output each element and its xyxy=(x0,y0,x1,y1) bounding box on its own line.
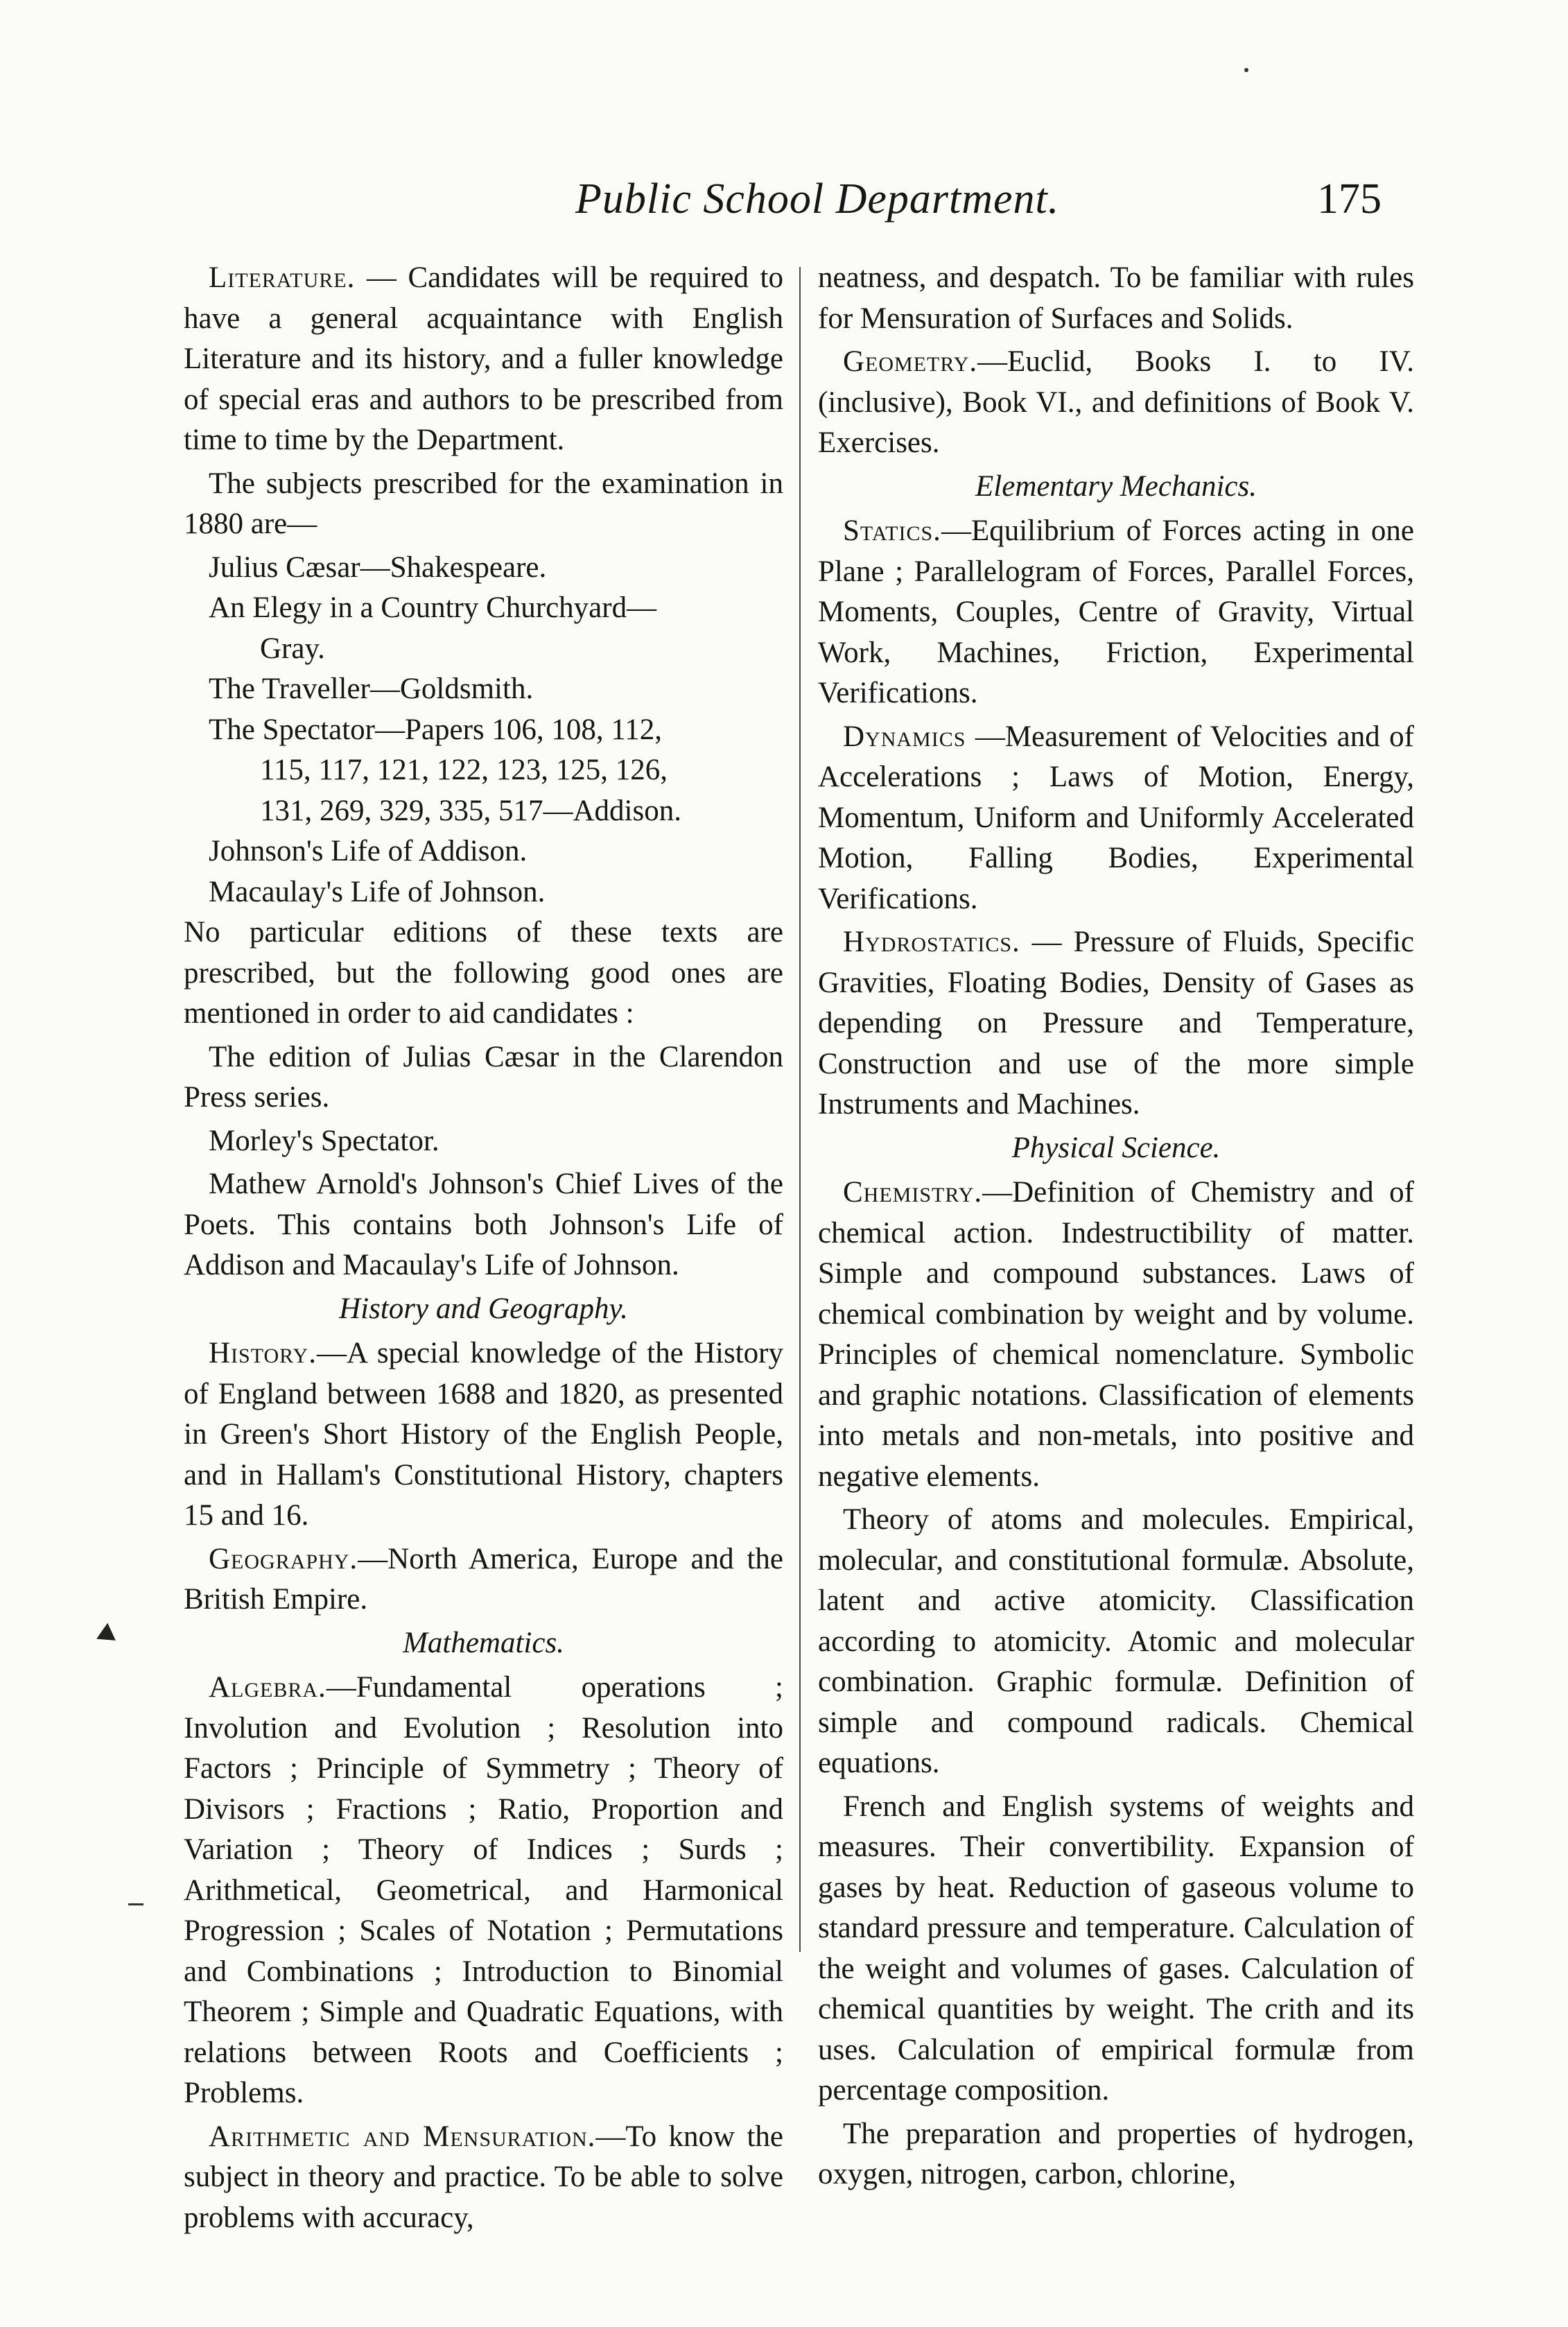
hydrostatics-heading: Hydrostatics. xyxy=(843,926,1020,958)
margin-arrow-mark xyxy=(96,1623,121,1649)
dynamics-paragraph xyxy=(818,717,1414,920)
list-item: The Traveller—Goldsmith. xyxy=(209,673,534,705)
preparation-paragraph: The preparation and properties of hydrogen, oxygen, nitrogen, carbon, chlorine, xyxy=(818,2117,1414,2190)
edition-item: Mathew Arnold's Johnson's Chief Lives of the Poets. This contains both Johnson's Life of Addison and Macaulay's Life of Johnson. xyxy=(184,1168,783,1281)
arithmetic-paragraph xyxy=(184,2117,783,2239)
geography-paragraph xyxy=(184,1539,783,1620)
right-column xyxy=(818,258,1414,2198)
section-heading-physical-science: Physical Science. xyxy=(1011,1131,1221,1164)
algebra-text: —Fundamental operations ; Involution and Evolution ; Resolution into Factors ; Principle of Symmetry ; Theory of Divisors ; Fractions ; Ratio, Proportion and Variation ; Theory of Indices ; Surds ; Arithmetical, Geometrical, and Harmonical Progression ; Scales of Notation ; Permutations and Combinations ; Introduction to Binomial Theorem ; Simple and Quadratic Equations, with relations between Roots and Coefficients ; Problems. xyxy=(184,1671,783,2109)
dynamics-text: —Measurement of Velocities and of Accelerations ; Laws of Motion, Energy, Momentum, Uniform and Uniformly Accelerated Motion, Falling Bodies, Experimental Verifications. xyxy=(818,720,1414,915)
hydrostatics-paragraph xyxy=(818,922,1414,1125)
statics-text: —Equilibrium of Forces acting in one Plane ; Parallelogram of Forces, Parallel Forces, Moments, Couples, Centre of Gravity, Virtual Work, Machines, Friction, Experimental Verifications. xyxy=(818,514,1414,709)
geography-text: —North America, Europe and the British Empire. xyxy=(184,1542,783,1616)
history-paragraph xyxy=(184,1333,783,1537)
geometry-heading: Geometry. xyxy=(843,345,978,378)
arithmetic-continuation: neatness, and despatch. To be familiar with rules for Mensuration of Surfaces and Solids. xyxy=(818,261,1414,335)
algebra-heading: Algebra. xyxy=(209,1671,326,1704)
running-title: Public School Department. xyxy=(575,175,1060,223)
section-heading-history-geography: History and Geography. xyxy=(339,1292,628,1325)
geometry-paragraph xyxy=(818,342,1414,464)
list-item: Macaulay's Life of Johnson. xyxy=(209,875,546,908)
atoms-paragraph: Theory of atoms and molecules. Empirical, molecular, and constitutional formulæ. Absolute, latent and active atomicity. Classification according to atomicity. Atomic and molecular combination. Graphic formulæ. Definition of simple and compound radicals. Chemical equations. xyxy=(818,1503,1414,1779)
hydrostatics-text: — Pressure of Fluids, Specific Gravities, Floating Bodies, Density of Gases as depending on Pressure and Temperature, Construction and use of the more simple Instruments and Machines. xyxy=(818,926,1414,1121)
subjects-intro: The subjects prescribed for the examination in 1880 are— xyxy=(184,467,783,540)
algebra-paragraph xyxy=(184,1668,783,2114)
section-heading-mathematics: Mathematics. xyxy=(403,1626,564,1659)
edition-item: The edition of Julias Cæsar in the Clarendon Press series. xyxy=(184,1040,783,1114)
chemistry-paragraph xyxy=(818,1173,1414,1497)
column-divider xyxy=(799,267,801,1952)
weights-paragraph: French and English systems of weights and measures. Their convertibility. Expansion of gases by heat. Reduction of gaseous volume to standard pressure and temperature. Calculation of the weight and volumes of gases. Calculation of chemical quantities by weight. The crith and its uses. Calculation of empirical formulæ from percentage composition. xyxy=(818,1790,1414,2107)
prescribed-texts-list xyxy=(184,548,783,913)
history-text: —A special knowledge of the History of England between 1688 and 1820, as presented in Green's Short History of the English People, and in Hallam's Constitutional History, chapters 15 and 16. xyxy=(184,1337,783,1532)
statics-heading: Statics. xyxy=(843,514,941,547)
literature-heading: Literature. xyxy=(209,261,356,294)
stray-dot-mark xyxy=(1244,68,1248,72)
chemistry-heading: Chemistry. xyxy=(843,1176,983,1209)
history-heading: History. xyxy=(209,1337,317,1369)
chemistry-text: —Definition of Chemistry and of chemical action. Indestructibility of matter. Simple and compound substances. Laws of chemical combination by weight and by volume. Principles of chemical nomenclature. Symbolic and graphic notations. Classification of elements into metals and non-metals, into positive and negative elements. xyxy=(818,1176,1414,1493)
edition-item: Morley's Spectator. xyxy=(209,1124,439,1157)
list-item: Julius Cæsar—Shakespeare. xyxy=(209,551,547,584)
list-item: An Elegy in a Country Churchyard— xyxy=(209,591,657,624)
literature-paragraph xyxy=(184,258,783,461)
margin-dash-mark xyxy=(128,1903,143,1905)
geography-heading: Geography. xyxy=(209,1542,358,1575)
list-item: 115, 117, 121, 122, 123, 125, 126, xyxy=(260,754,668,786)
list-item: The Spectator—Papers 106, 108, 112, xyxy=(209,713,663,746)
arithmetic-heading: Arithmetic and Mensuration. xyxy=(209,2120,596,2153)
section-heading-mechanics: Elementary Mechanics. xyxy=(975,469,1257,503)
literature-text: — Candidates will be required to have a general acquaintance with English Literature and its history, and a fuller knowledge of special eras and authors to be prescribed from time to time by the Department. xyxy=(184,261,783,456)
page-number: 175 xyxy=(1317,175,1382,223)
list-item: Gray. xyxy=(260,632,325,665)
statics-paragraph xyxy=(818,511,1414,714)
arithmetic-text: —To know the subject in theory and practice. To be able to solve problems with accuracy, xyxy=(184,2120,783,2234)
page-header xyxy=(0,154,1568,223)
left-column xyxy=(184,258,783,2241)
dynamics-heading: Dynamics xyxy=(843,720,966,753)
geometry-text: —Euclid, Books I. to IV. (inclusive), Book VI., and definitions of Book V. Exercises. xyxy=(818,345,1414,459)
list-item: Johnson's Life of Addison. xyxy=(209,835,528,867)
editions-note: No particular editions of these texts are prescribed, but the following good ones are mentioned in order to aid candidates : xyxy=(184,916,783,1030)
list-item: 131, 269, 329, 335, 517—Addison. xyxy=(260,794,681,827)
